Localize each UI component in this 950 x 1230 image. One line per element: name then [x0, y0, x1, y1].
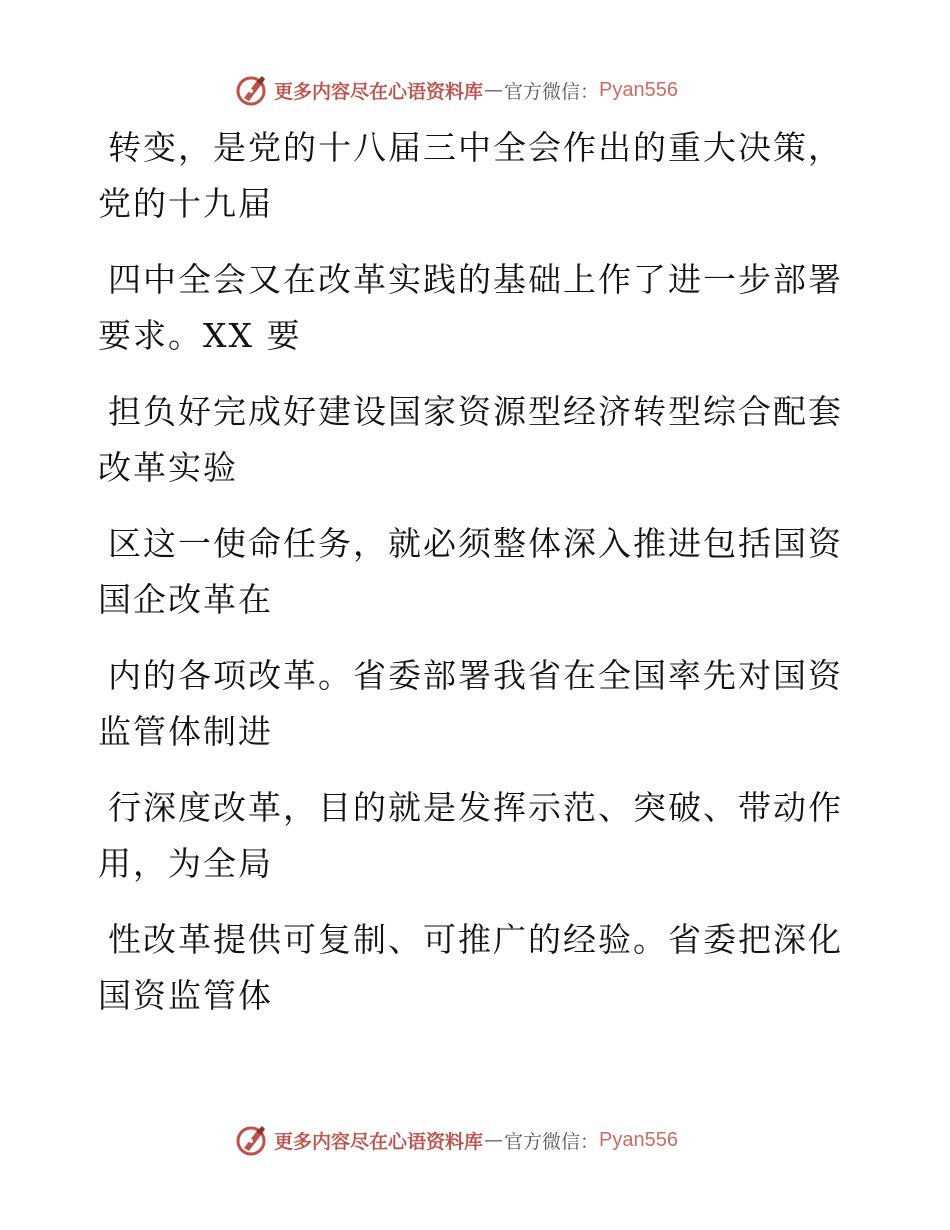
- banner-wechat-id: Pyan556: [599, 1128, 678, 1151]
- banner-wechat-id: Pyan556: [599, 78, 678, 101]
- header-banner: [234, 70, 678, 110]
- text-line: 区这一使命任务，就必须整体深入推进包括国资: [108, 524, 843, 563]
- banner-label: 官方微信：: [504, 1130, 600, 1153]
- text-line: 用，为全局: [98, 844, 273, 883]
- banner-label: 官方微信：: [504, 80, 600, 103]
- footer-banner: [234, 1120, 678, 1160]
- banner-dash: —: [484, 1129, 504, 1151]
- pen-nib-logo-icon: [234, 72, 270, 108]
- banner-brand-text: 更多内容尽在心语资料库: [274, 1130, 484, 1153]
- text-line: 转变，是党的十八届三中全会作出的重大决策，: [108, 128, 843, 167]
- banner-dash: —: [484, 79, 504, 101]
- text-line: 担负好完成好建设国家资源型经济转型综合配套: [108, 392, 843, 431]
- text-line: 性改革提供可复制、可推广的经验。省委把深化: [108, 920, 843, 959]
- text-line: 行深度改革，目的就是发挥示范、突破、带动作: [108, 788, 843, 827]
- text-line: 内的各项改革。省委部署我省在全国率先对国资: [108, 656, 843, 695]
- text-line: 国资监管体: [98, 976, 273, 1015]
- text-line: 监管体制进: [98, 712, 273, 751]
- text-line: 改革实验: [98, 448, 238, 487]
- text-line: 国企改革在: [98, 580, 273, 619]
- document-body: [98, 120, 858, 1024]
- pen-nib-logo-icon: [234, 1122, 270, 1158]
- text-line: 要求。XX 要: [98, 316, 302, 355]
- banner-brand-text: 更多内容尽在心语资料库: [274, 80, 484, 103]
- text-line: 党的十九届: [98, 184, 273, 223]
- text-line: 四中全会又在改革实践的基础上作了进一步部署: [108, 260, 843, 299]
